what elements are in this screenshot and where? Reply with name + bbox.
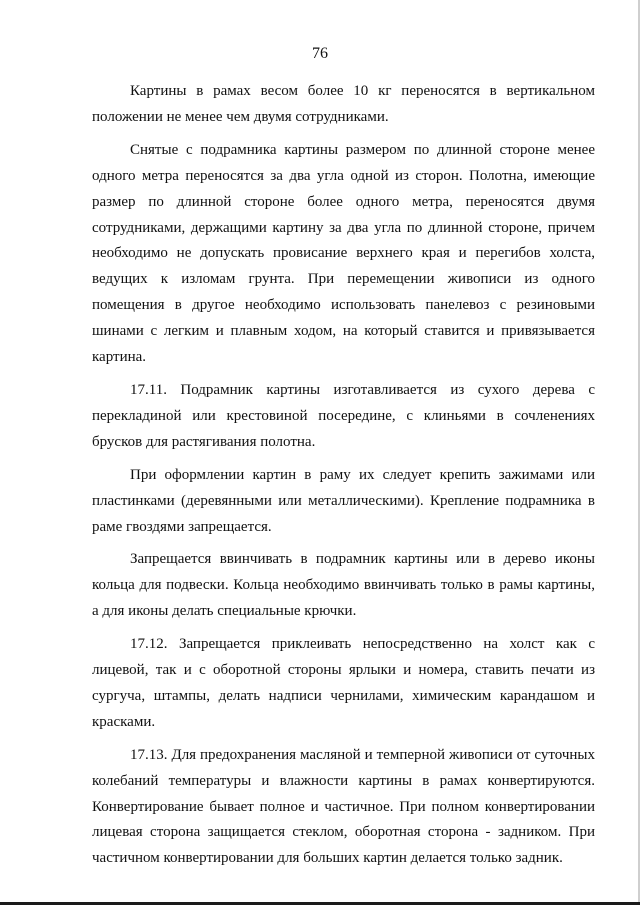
paragraph-17-13-conversion: 17.13. Для предохранения масляной и темперной живописи от суточных колебаний температуры и влажности картины в рамах конвертируются. Конвертирование бывает полное и частичное. При полном конвертировании лицевая сторона защищается стеклом, оборотная сторона - задником. При частичном конвертировании для больших картин делается только задник. bbox=[92, 746, 595, 867]
paragraph-frame-mounting: При оформлении картин в раму их следует крепить зажимами или пластинками (деревянными или металлическими). Крепление подрамника в раме гвоздями запрещается. bbox=[92, 466, 595, 535]
paragraph-17-12-labels: 17.12. Запрещается приклеивать непосредственно на холст как с лицевой, так и с оборотной стороны ярлыки и номера, ставить печати из сургуча, штампы, делать надписи чернилами, химическим карандашом и красками. bbox=[92, 636, 595, 730]
document-body bbox=[92, 79, 595, 879]
paragraph-framed-paintings-carrying: Картины в рамах весом более 10 кг переносятся в вертикальном положении не менее чем двумя сотрудниками. bbox=[92, 83, 595, 125]
page-number: 76 bbox=[312, 45, 328, 62]
paragraph-unstretched-canvas-carrying: Снятые с подрамника картины размером по длинной стороне менее одного метра переносятся за два угла одной из сторон. Полотна, имеющие размер по длинной стороне более одного метра, переносятся двумя сотрудниками, держащими картину за два угла по длинной стороне, причем необходимо не допускать провисание верхнего края и перегибов холста, ведущих к изломам грунта. При перемещении живописи из одного помещения в другое необходимо использовать панелевоз с резиновыми шинами с легким и плавным ходом, на который ставится и привязывается картина. bbox=[92, 141, 595, 366]
paragraph-hanging-rings: Запрещается ввинчивать в подрамник картины или в дерево иконы кольца для подвески. Кольца необходимо ввинчивать только в рамы картины, а для иконы делать специальные крючки. bbox=[92, 551, 595, 620]
paragraph-17-11-stretcher: 17.11. Подрамник картины изготавливается из сухого дерева с перекладиной или крестовиной посередине, с клиньями в сочленениях брусков для растягивания полотна. bbox=[92, 381, 595, 450]
